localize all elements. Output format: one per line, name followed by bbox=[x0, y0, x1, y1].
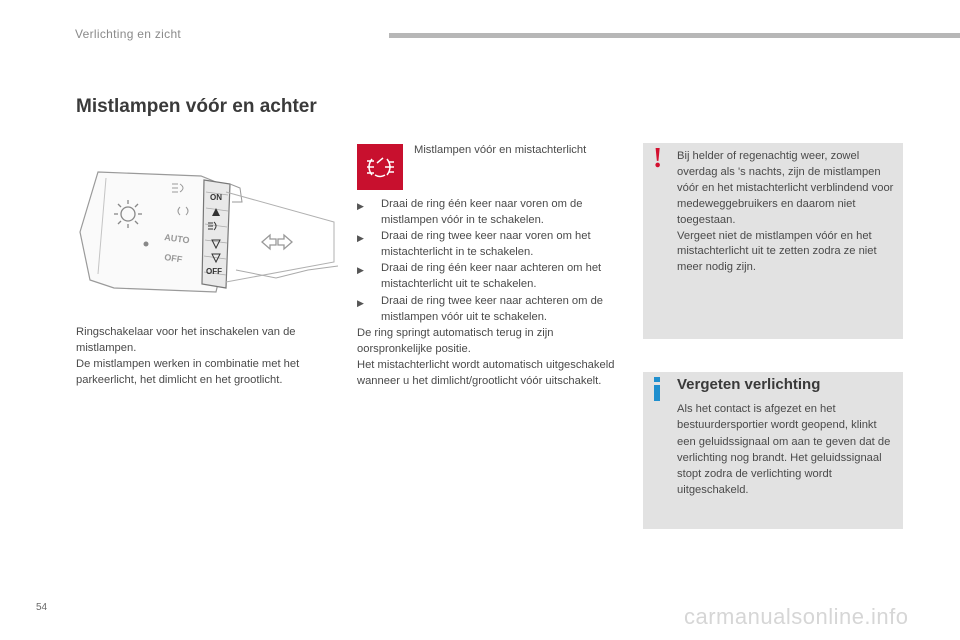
figure-caption bbox=[76, 324, 338, 388]
fog-lights-indicator-icon bbox=[357, 144, 403, 190]
lighting-stalk-illustration bbox=[76, 162, 338, 310]
instruction-note: Het mistachterlicht wordt automatisch uitgeschakeld wanneer u het dimlicht/grootlicht vóór uitschakelt. bbox=[357, 358, 615, 388]
turn-signal-icon bbox=[262, 235, 292, 249]
off-label-outer: OFF bbox=[163, 252, 183, 265]
instruction-step: ▶ Draai de ring één keer naar achteren om het mistachterlicht uit te schakelen. bbox=[357, 262, 602, 291]
caption-line: De mistlampen werken in combinatie met het parkeerlicht, het dimlicht en het grootlicht. bbox=[76, 358, 300, 386]
step-marker-icon: ▶ bbox=[357, 201, 364, 211]
instruction-step: ▶ Draai de ring twee keer naar achteren om de mistlampen vóór uit te schakelen. bbox=[357, 294, 604, 323]
info-icon bbox=[654, 377, 660, 401]
auto-label: AUTO bbox=[163, 232, 191, 246]
step-marker-icon: ▶ bbox=[357, 265, 364, 276]
warning-text bbox=[677, 149, 899, 276]
page-heading: Mistlampen vóór en achter bbox=[76, 96, 317, 117]
instruction-step: ▶ Draai de ring twee keer naar voren om het mistachterlicht in te schakelen. bbox=[357, 230, 591, 259]
step-marker-icon: ▶ bbox=[357, 297, 364, 308]
fog-lights-label: Mistlampen vóór en mistachterlicht bbox=[414, 144, 587, 156]
ring-on-label: ON bbox=[210, 193, 222, 202]
fog-instructions bbox=[357, 196, 619, 389]
info-text: Als het contact is afgezet en het bestuurdersportier wordt geopend, klinkt een geluidssignaal om aan te geven dat de verlichting nog brandt. Het geluidssignaal stopt zodra de verlichting wordt uitgeschakeld. bbox=[677, 403, 891, 497]
warning-paragraph: Bij helder of regenachtig weer, zowel overdag als 's nachts, zijn de mistlampen vóór en het mistachterlicht verblindend voor medeweggebruikers en daarom niet toegestaan. bbox=[677, 150, 894, 226]
caption-line: Ringschakelaar voor het inschakelen van de mistlampen. bbox=[76, 326, 296, 354]
warning-paragraph: Vergeet niet de mistlampen vóór en het mistachterlicht uit te zetten zodra ze niet meer nodig zijn. bbox=[677, 229, 877, 274]
instruction-note: De ring springt automatisch terug in zijn oorspronkelijke positie. bbox=[357, 326, 554, 355]
warning-icon: ! bbox=[653, 143, 663, 174]
step-marker-icon: ▶ bbox=[357, 233, 364, 244]
section-title: Verlichting en zicht bbox=[75, 27, 182, 41]
ring-off-label: OFF bbox=[206, 267, 222, 276]
instruction-step: ▶ Draai de ring één keer naar voren om de mistlampen vóór in te schakelen. bbox=[357, 198, 583, 227]
header-bar bbox=[389, 33, 960, 38]
info-title: Vergeten verlichting bbox=[677, 376, 821, 393]
watermark: carmanualsonline.info bbox=[684, 604, 909, 629]
page-number: 54 bbox=[36, 602, 48, 613]
